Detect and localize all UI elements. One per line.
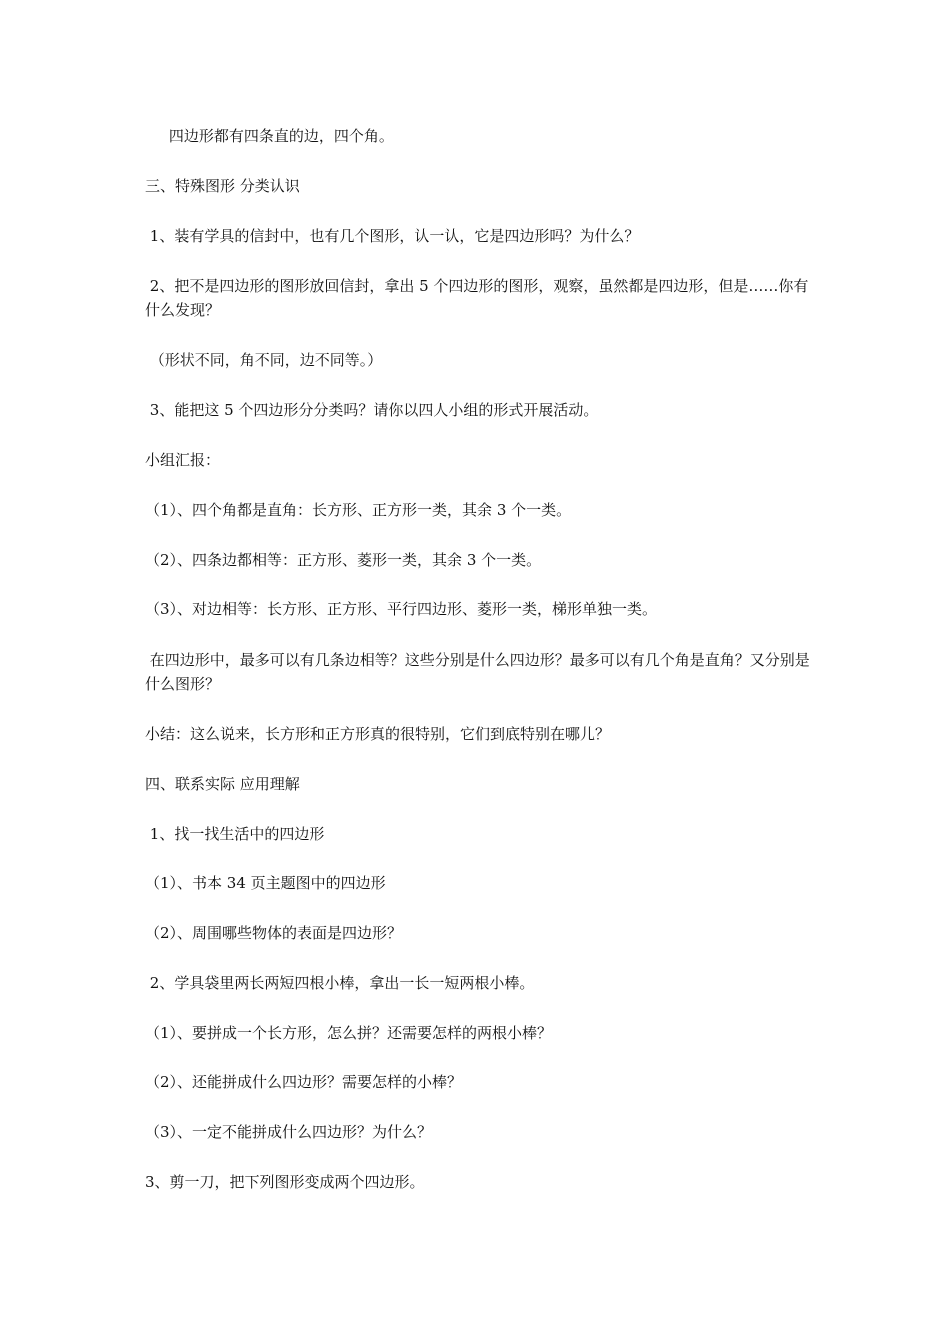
paragraph-6: 3、能把这 5 个四边形分分类吗？请你以四人小组的形式开展活动。: [145, 401, 599, 419]
paragraph-21: 3、剪一刀，把下列图形变成两个四边形。: [145, 1173, 425, 1191]
paragraph-15: （1）、书本 34 页主题图中的四边形: [145, 874, 386, 892]
paragraph-10: （3）、对边相等：长方形、正方形、平行四边形、菱形一类，梯形单独一类。: [145, 600, 658, 618]
paragraph-9: （2）、四条边都相等：正方形、菱形一类，其余 3 个一类。: [145, 551, 542, 569]
paragraph-14: 1、找一找生活中的四边形: [145, 825, 325, 843]
paragraph-11: 在四边形中，最多可以有几条边相等？这些分别是什么四边形？最多可以有几个角是直角？又分别是什么图形？: [145, 651, 810, 693]
paragraph-17: 2、学具袋里两长两短四根小棒，拿出一长一短两根小棒。: [145, 974, 535, 992]
paragraph-19: （2）、还能拼成什么四边形？需要怎样的小棒？: [145, 1073, 463, 1091]
paragraph-16: （2）、周围哪些物体的表面是四边形？: [145, 924, 403, 942]
paragraph-12: 小结：这么说来，长方形和正方形真的很特别，它们到底特别在哪儿？: [145, 725, 611, 743]
section-heading-3: 三、特殊图形 分类认识: [145, 177, 300, 195]
paragraph-1: 四边形都有四条直的边，四个角。: [145, 127, 394, 145]
paragraph-20: （3）、一定不能拼成什么四边形？为什么？: [145, 1123, 433, 1141]
paragraph-5: （形状不同，角不同，边不同等。）: [145, 351, 383, 369]
paragraph-4: 2、把不是四边形的图形放回信封，拿出 5 个四边形的图形，观察，虽然都是四边形，但是……你有什么发现？: [145, 277, 809, 319]
paragraph-7: 小组汇报：: [145, 451, 221, 469]
paragraph-3: 1、装有学具的信封中，也有几个图形，认一认，它是四边形吗？为什么？: [145, 227, 640, 245]
paragraph-8: （1）、四个角都是直角：长方形、正方形一类，其余 3 个一类。: [145, 501, 572, 519]
paragraph-18: （1）、要拼成一个长方形，怎么拼？还需要怎样的两根小棒？: [145, 1024, 553, 1042]
section-heading-4: 四、联系实际 应用理解: [145, 775, 300, 793]
